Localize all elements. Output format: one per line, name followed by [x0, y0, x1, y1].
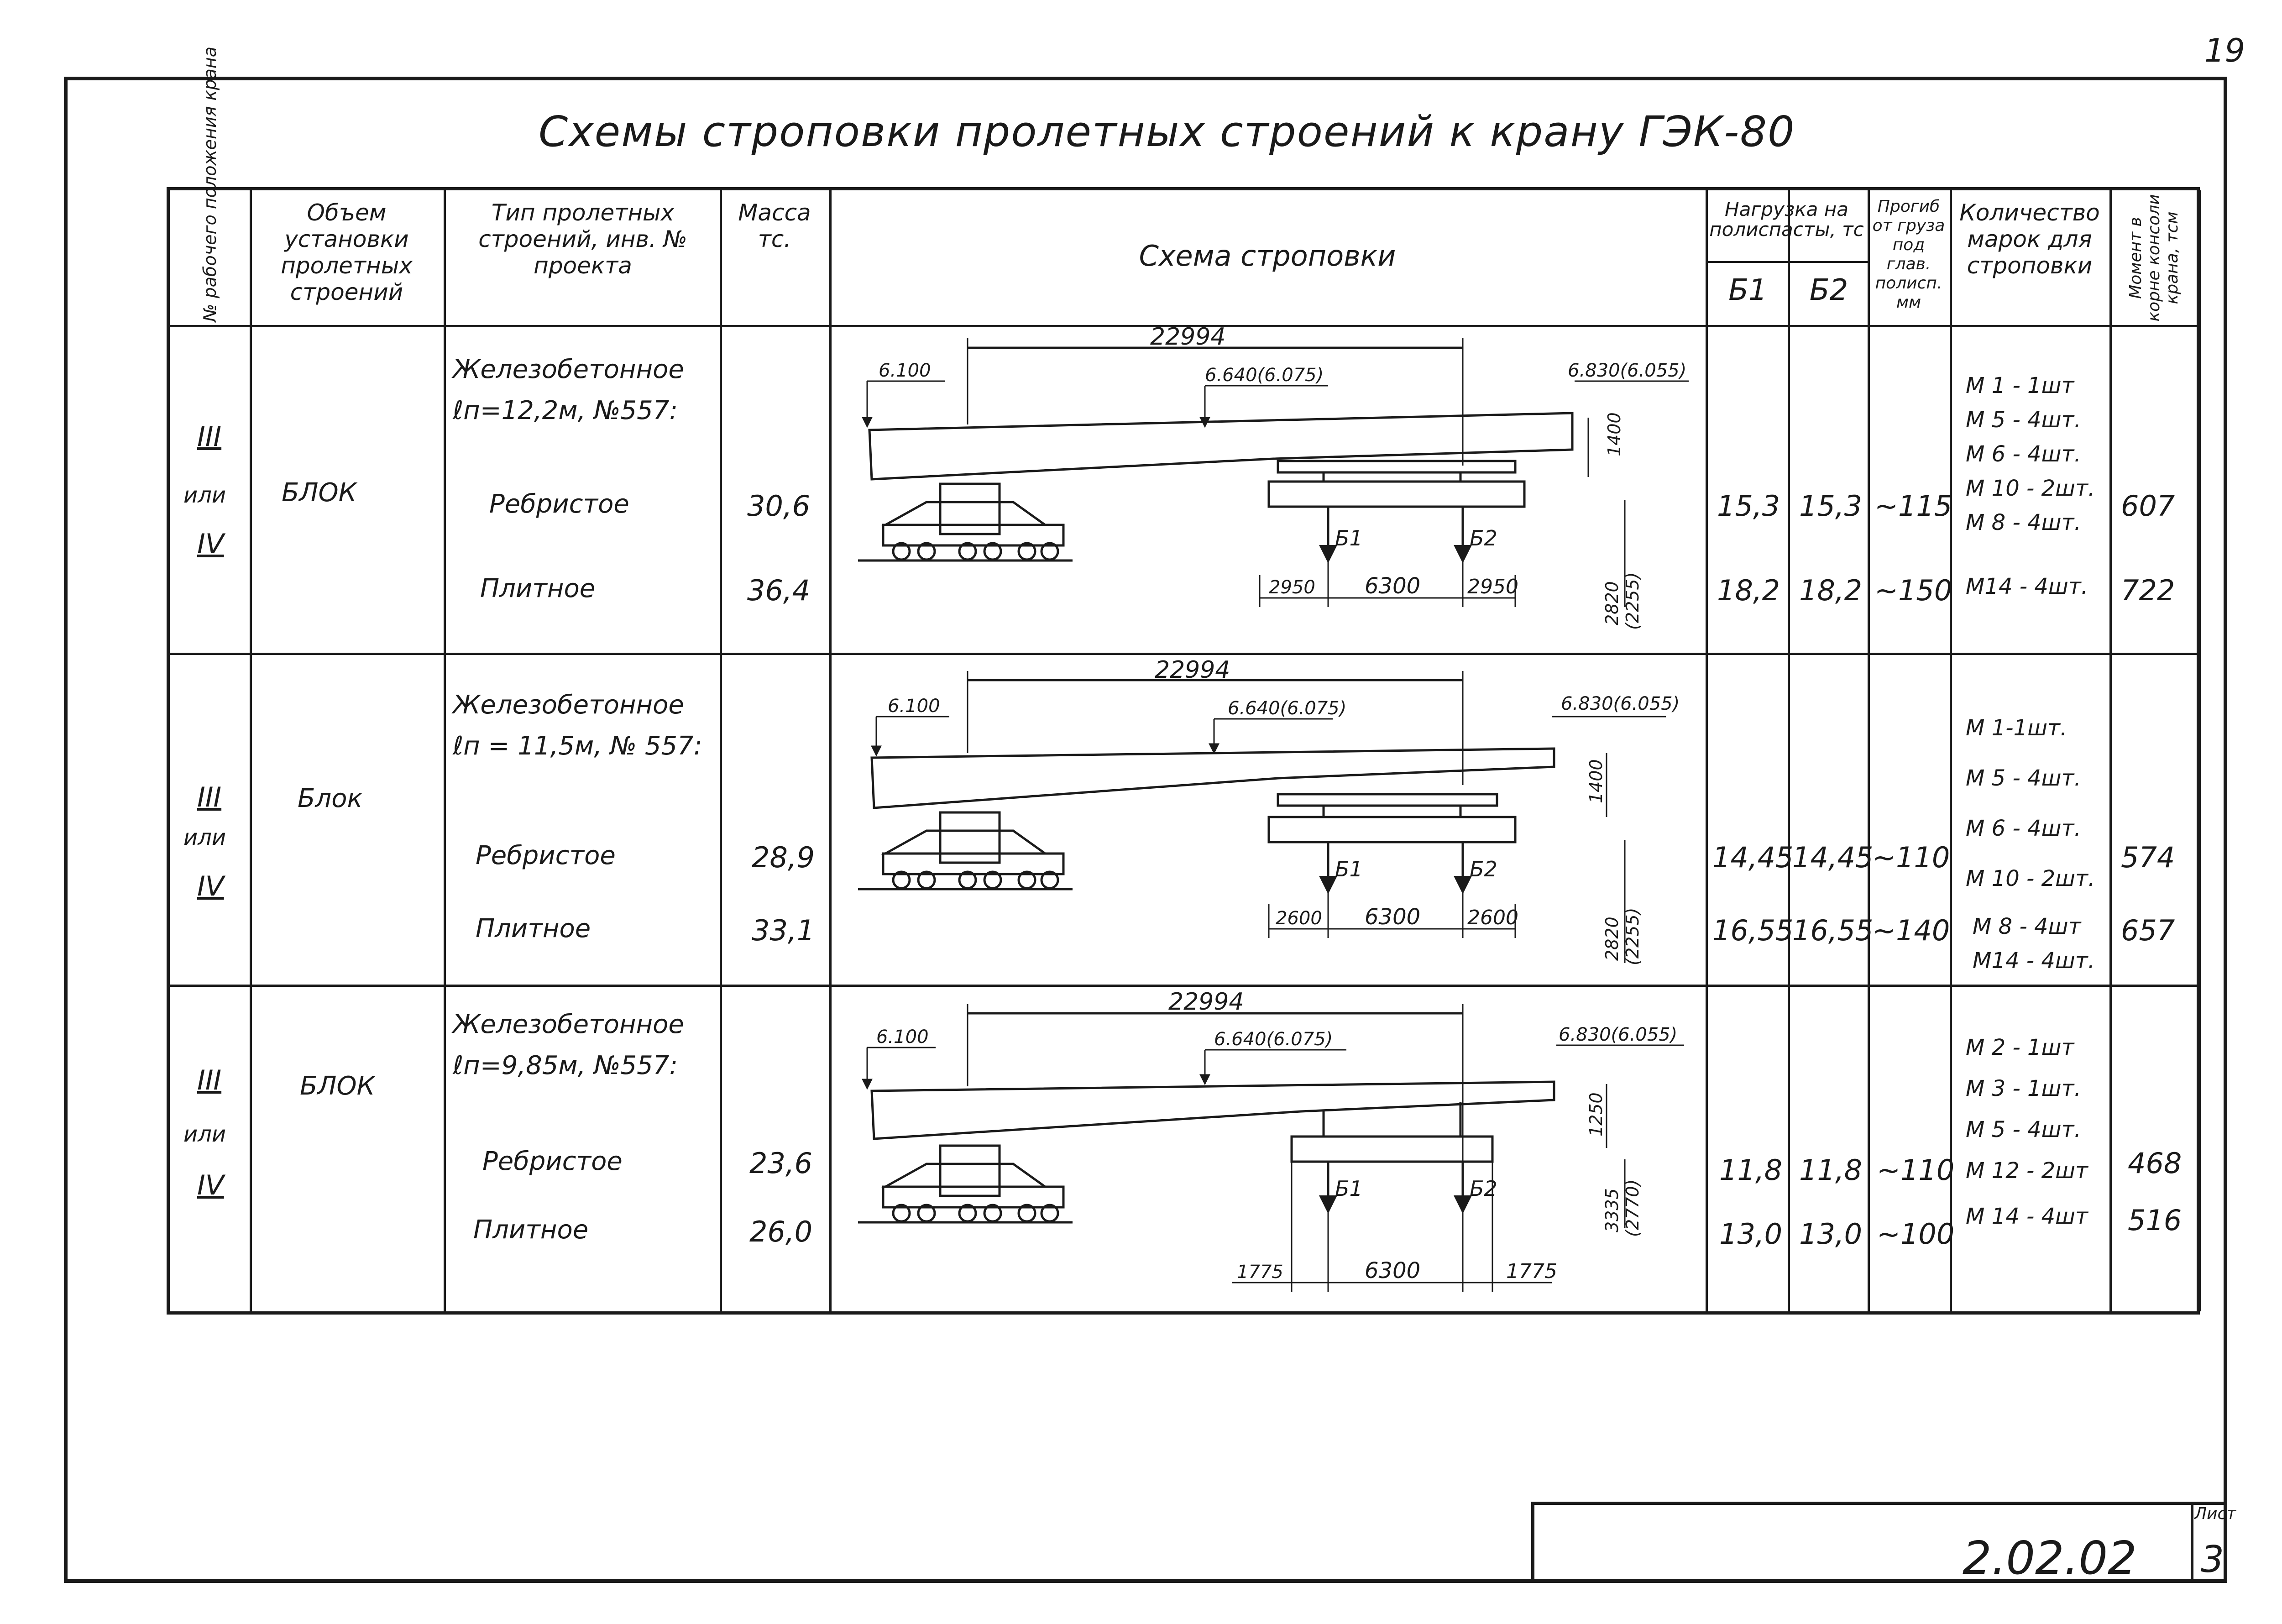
row3-item1-b1: 11,8 [1719, 1153, 1783, 1187]
row3-type-line1: Железобетонное [453, 1010, 684, 1039]
row1-volume: БЛОК [282, 478, 357, 508]
span-beam [872, 1082, 1554, 1139]
row2-item1-defl: ~110 [1872, 841, 1950, 874]
sheet-number: 3 [2201, 1538, 2224, 1581]
row3-item2-mass: 26,0 [749, 1215, 813, 1248]
row1-pos-bot: IV [197, 528, 224, 560]
row3-mark: М 14 - 4шт [1966, 1204, 2088, 1229]
row2-item1-moment: 574 [2121, 841, 2175, 874]
page-number: 19 [2204, 32, 2245, 69]
scheme3-height2b: (2770) [1623, 1179, 1643, 1237]
row3-mark: М 2 - 1шт [1966, 1035, 2074, 1060]
row2-item1-b1: 14,45 [1712, 841, 1794, 874]
row3-item2-b1: 13,0 [1719, 1217, 1783, 1251]
row3-item1-defl: ~110 [1877, 1153, 1955, 1187]
row1-item1-moment: 607 [2121, 489, 2175, 523]
row1-mark: М14 - 4шт. [1966, 574, 2088, 599]
scheme1-b1: Б1 [1335, 526, 1363, 550]
scheme2-height: 1400 [1586, 759, 1606, 803]
row1-item2-moment: 722 [2121, 574, 2175, 607]
row3-mark: М 5 - 4шт. [1966, 1117, 2081, 1142]
row3-pos-top: III [197, 1064, 222, 1096]
scheme2-height2: 2820 [1602, 917, 1622, 961]
scheme1-span: 22994 [1150, 323, 1226, 351]
scheme2-b2: Б2 [1470, 857, 1497, 881]
row2-mark: М 1-1шт. [1966, 715, 2067, 741]
row3-item2-name: Плитное [473, 1215, 589, 1245]
row3-item1-mass: 23,6 [749, 1147, 813, 1180]
row2-item1-b2: 14,45 [1792, 841, 1874, 874]
header-scheme: Схема строповки [1139, 239, 1396, 272]
row2-mark: М 10 - 2шт. [1966, 866, 2095, 891]
row2-item2-b1: 16,55 [1712, 914, 1794, 947]
row3-mark: М 12 - 2шт [1966, 1158, 2088, 1184]
row1-item1-b1: 15,3 [1717, 489, 1780, 523]
row2-pos-bot: IV [197, 870, 224, 902]
row1-item2-b1: 18,2 [1717, 574, 1780, 607]
row1-type-line1: Железобетонное [453, 355, 684, 384]
row2-item2-b2: 16,55 [1792, 914, 1874, 947]
row3-item1-moment: 468 [2128, 1147, 2182, 1180]
row2-volume: Блок [298, 784, 363, 813]
row1-pos-mid: или [183, 482, 226, 508]
header-mass: Масса тс. [738, 199, 811, 252]
scheme3-height2: 3335 [1602, 1188, 1622, 1232]
row3-pos-mid: или [183, 1121, 226, 1147]
header-b2: Б2 [1809, 273, 1848, 307]
row2-mark: М14 - 4шт. [1973, 948, 2095, 974]
scheme2-level3: 6.830(6.055) [1561, 693, 1680, 714]
scheme3-height: 1250 [1586, 1092, 1606, 1137]
row2-mark: М 6 - 4шт. [1966, 816, 2081, 841]
document-code: 2.02.02 [1963, 1531, 2137, 1585]
row2-mark: М 5 - 4шт. [1966, 765, 2081, 791]
gantry-beam [1269, 482, 1524, 507]
row3-type-line2: ℓп=9,85м, №557: [453, 1051, 678, 1080]
row1-item2-b2: 18,2 [1799, 574, 1863, 607]
scheme3-dim3: 1775 [1506, 1260, 1557, 1283]
row2-item2-mass: 33,1 [752, 914, 815, 947]
scheme1-b2: Б2 [1470, 526, 1497, 550]
row2-item1-name: Ребристое [476, 841, 616, 870]
scheme3-level3: 6.830(6.055) [1559, 1024, 1678, 1045]
scheme3-level2: 6.640(6.075) [1214, 1029, 1333, 1050]
header-moment: Момент в корне консоли крана, тсм [2126, 194, 2182, 322]
sheet-label: Лист [2194, 1504, 2236, 1523]
scheme2-span: 22994 [1155, 656, 1230, 684]
row1-item1-b2: 15,3 [1799, 489, 1863, 523]
header-load: Нагрузка на полиспасты, тс [1709, 198, 1864, 241]
gantry-beam [1278, 461, 1515, 472]
row1-type-line2: ℓп=12,2м, №557: [453, 396, 678, 425]
scheme1-level2: 6.640(6.075) [1205, 365, 1324, 386]
scheme1-dim2: 6300 [1365, 573, 1421, 599]
row2-item2-defl: ~140 [1872, 914, 1950, 947]
trolley-frame [885, 502, 1045, 525]
scheme1-level1: 6.100 [879, 360, 931, 381]
scheme1-height: 1400 [1604, 412, 1624, 456]
row1-item1-name: Ребристое [489, 489, 629, 519]
trolley-body [940, 484, 1000, 534]
row1-mark: М 10 - 2шт. [1966, 476, 2095, 501]
row3-mark: М 3 - 1шт. [1966, 1076, 2081, 1101]
scheme3-dim2: 6300 [1365, 1258, 1421, 1283]
trolley-frame [885, 1164, 1045, 1187]
scheme2-b1: Б1 [1335, 857, 1363, 881]
scheme1-height2b: (2255) [1623, 572, 1643, 630]
scheme2-dim3: 2600 [1467, 906, 1518, 929]
header-b1: Б1 [1728, 273, 1767, 307]
row2-item1-mass: 28,9 [752, 841, 815, 874]
row1-item1-mass: 30,6 [747, 489, 811, 523]
row3-item2-b2: 13,0 [1799, 1217, 1863, 1251]
span-beam [872, 749, 1554, 808]
row1-mark: М 1 - 1шт [1966, 373, 2074, 398]
header-volume: Объем установки пролетных строений [281, 199, 413, 305]
trolley-body [940, 1146, 1000, 1196]
page-title: Схемы строповки пролетных строений к крану ГЭК-80 [539, 107, 1795, 156]
row1-item2-defl: ~150 [1874, 574, 1952, 607]
gantry-beam [1278, 794, 1497, 806]
row3-item2-moment: 516 [2128, 1204, 2182, 1237]
row2-mark: М 8 - 4шт [1973, 914, 2081, 939]
row1-item1-defl: ~115 [1874, 489, 1952, 523]
row3-item1-name: Ребристое [482, 1147, 623, 1176]
scheme2-level1: 6.100 [888, 696, 940, 717]
row2-pos-top: III [197, 781, 222, 813]
row3-item2-defl: ~100 [1877, 1217, 1955, 1251]
scheme3-span: 22994 [1168, 988, 1244, 1016]
scheme2-height2b: (2255) [1623, 907, 1643, 965]
scheme1-dim3: 2950 [1467, 575, 1518, 598]
scheme3-b1: Б1 [1335, 1176, 1363, 1201]
row3-item1-b2: 11,8 [1799, 1153, 1863, 1187]
trolley-frame [885, 831, 1045, 854]
row1-item2-name: Плитное [480, 574, 596, 603]
header-marks: Количество марок для строповки [1959, 199, 2100, 279]
row2-item2-name: Плитное [476, 914, 591, 943]
row1-mark: М 6 - 4шт. [1966, 441, 2081, 467]
row2-type-line2: ℓп = 11,5м, № 557: [453, 731, 702, 761]
row1-pos-top: III [197, 421, 222, 453]
gantry-beam [1269, 817, 1515, 842]
row3-volume: БЛОК [300, 1071, 375, 1101]
row2-type-line1: Железобетонное [453, 690, 684, 720]
scheme3-dim1: 1775 [1237, 1262, 1283, 1283]
row1-mark: М 8 - 4шт. [1966, 510, 2081, 535]
row1-mark: М 5 - 4шт. [1966, 407, 2081, 433]
row2-pos-mid: или [183, 825, 226, 850]
header-position: № рабочего положения крана [200, 46, 220, 322]
row2-item2-moment: 657 [2121, 914, 2175, 947]
scheme2-dim1: 2600 [1276, 908, 1322, 929]
scheme1-level3: 6.830(6.055) [1568, 360, 1687, 381]
header-deflection: Прогиб от груза под глав. полисп. мм [1872, 197, 1945, 312]
span-beam [869, 413, 1572, 479]
scheme1-dim1: 2950 [1269, 577, 1315, 598]
row3-pos-bot: IV [197, 1169, 224, 1201]
scheme2-dim2: 6300 [1365, 904, 1421, 930]
scheme3-level1: 6.100 [876, 1027, 929, 1048]
scheme2-level2: 6.640(6.075) [1228, 698, 1347, 719]
row1-item2-mass: 36,4 [747, 574, 811, 607]
trolley-body [940, 812, 1000, 863]
header-type: Тип пролетных строений, инв. № проекта [478, 199, 687, 279]
scheme3-b2: Б2 [1470, 1176, 1497, 1201]
scheme1-height2: 2820 [1602, 581, 1622, 625]
